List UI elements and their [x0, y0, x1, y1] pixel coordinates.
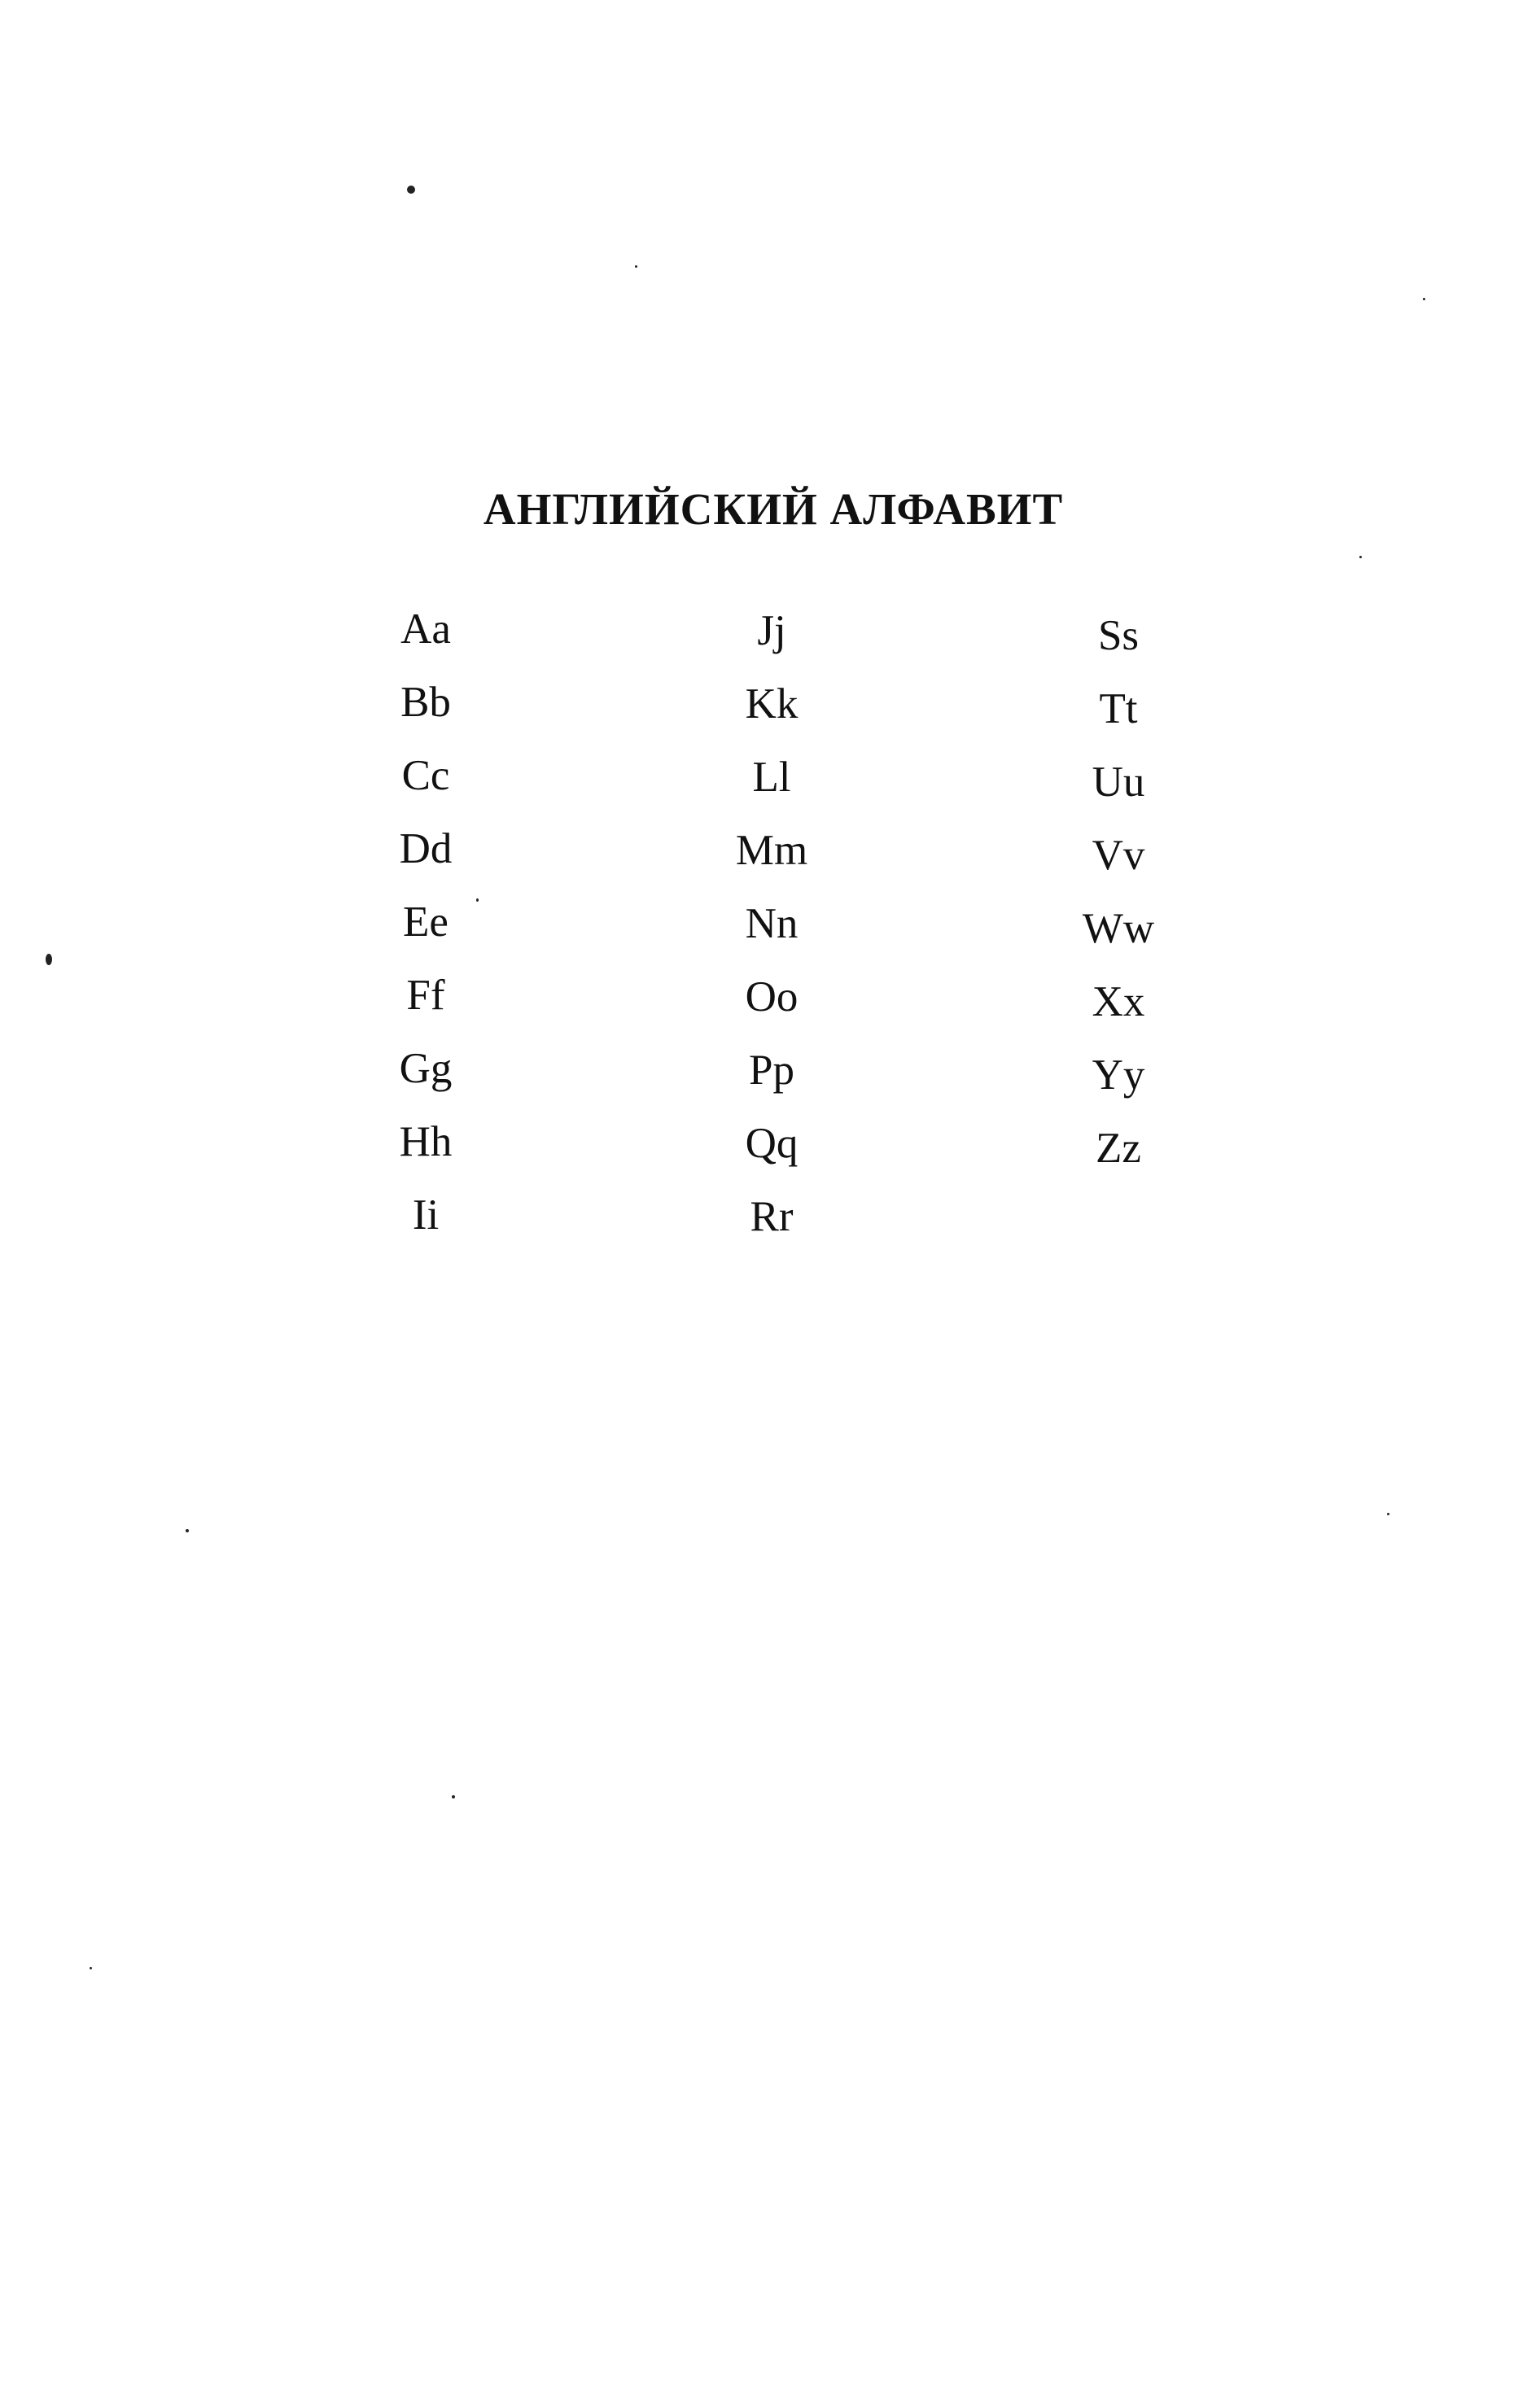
- letter-column-3: [1013, 607, 1224, 1193]
- letter-pair-p: Pp: [749, 1047, 794, 1094]
- letter-pair-t: Tt: [1099, 685, 1138, 732]
- letter-pair-c: Cc: [401, 752, 450, 799]
- letter-pair-k: Kk: [745, 680, 799, 728]
- letter-pair-d: Dd: [399, 825, 453, 872]
- letter-pair-x: Xx: [1092, 978, 1145, 1025]
- letter-pair-m: Mm: [735, 827, 808, 874]
- scan-speck: [635, 265, 637, 268]
- page-title: АНГЛИЙСКИЙ АЛФАВИТ: [483, 484, 1064, 534]
- scan-speck: [90, 1967, 92, 1969]
- letter-pair-o: Oo: [745, 973, 799, 1020]
- letter-pair-j: Jj: [757, 607, 786, 654]
- scan-speck: [452, 1795, 455, 1798]
- letter-pair-v: Vv: [1092, 832, 1145, 879]
- letter-pair-n: Nn: [745, 900, 799, 947]
- letter-pair-f: Ff: [406, 972, 445, 1019]
- letter-pair-z: Zz: [1096, 1125, 1141, 1172]
- letter-pair-l: Ll: [752, 754, 791, 801]
- letter-pair-s: Ss: [1097, 612, 1140, 659]
- scan-speck: [1423, 298, 1425, 300]
- letter-pair-q: Qq: [745, 1120, 799, 1167]
- letter-column-2: [666, 602, 877, 1261]
- letter-pair-b: Bb: [400, 679, 451, 726]
- letter-pair-u: Uu: [1092, 758, 1145, 806]
- letter-pair-w: Ww: [1082, 905, 1155, 952]
- letter-pair-i: Ii: [412, 1191, 440, 1239]
- letter-pair-g: Gg: [399, 1045, 453, 1092]
- letter-pair-h: Hh: [399, 1118, 453, 1165]
- scan-speck: [1387, 1513, 1389, 1515]
- letter-pair-a: Aa: [400, 605, 451, 653]
- scan-speck: [46, 954, 52, 965]
- letter-pair-r: Rr: [750, 1193, 794, 1240]
- letter-pair-e: Ee: [403, 898, 449, 946]
- scan-speck: [1359, 556, 1362, 558]
- letter-pair-y: Yy: [1092, 1051, 1145, 1099]
- letter-column-1: [320, 601, 532, 1260]
- scan-speck: [186, 1529, 189, 1532]
- scan-speck: [407, 186, 415, 194]
